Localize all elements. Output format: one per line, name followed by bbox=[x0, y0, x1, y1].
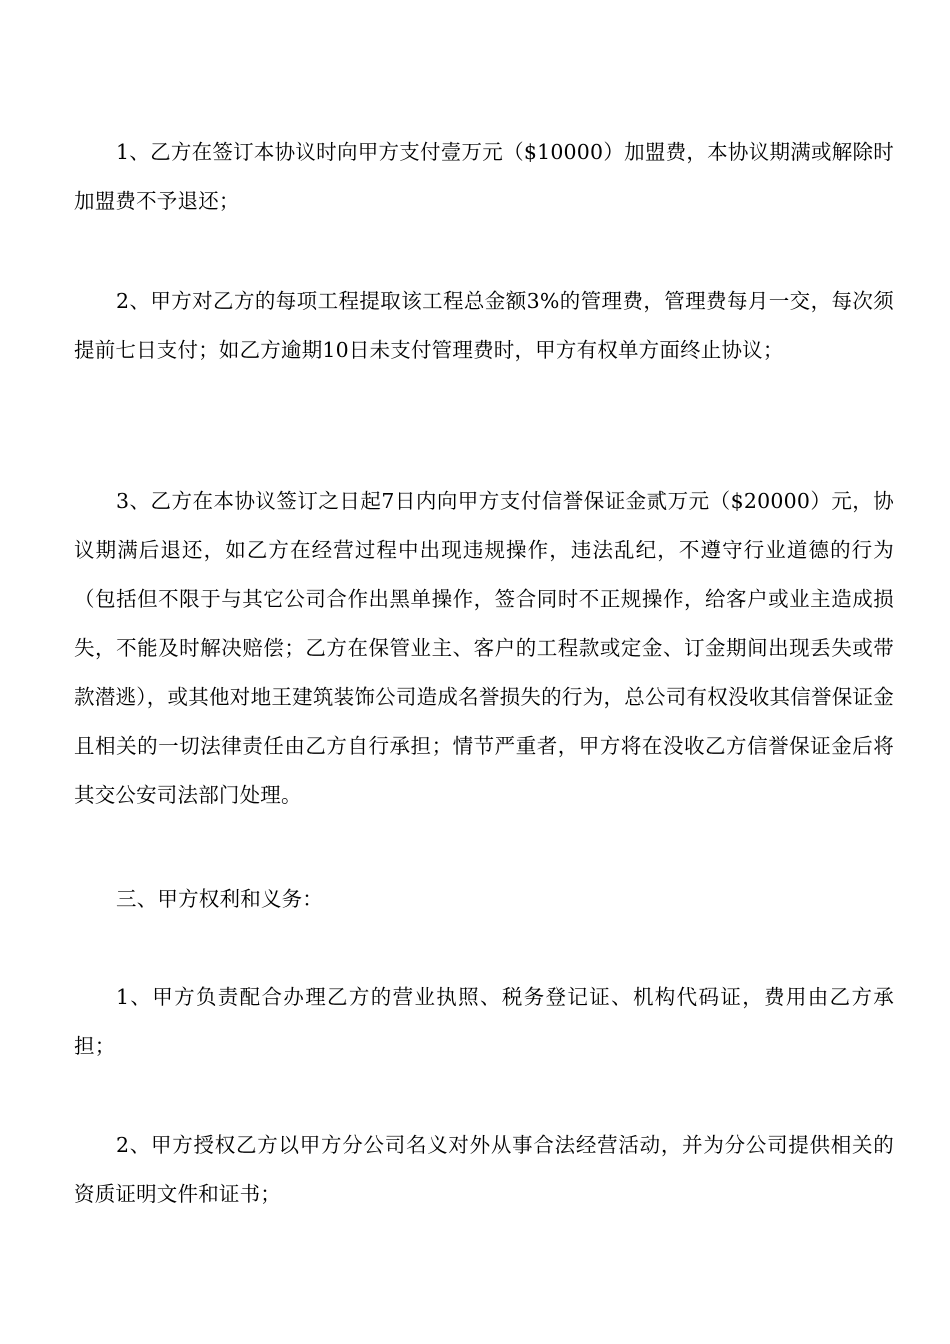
clause-paragraph-management-fee: 2、甲方对乙方的每项工程提取该工程总金额3%的管理费，管理费每月一交，每次须提前七日支付；如乙方逾期10日未支付管理费时，甲方有权单方面终止协议； bbox=[74, 289, 894, 362]
clause-paragraph-deposit: 3、乙方在本协议签订之日起7日内向甲方支付信誉保证金贰万元（$20000）元，协议期满后退还，如乙方在经营过程中出现违规操作，违法乱纪，不遵守行业道德的行为（包括但不限于与其它公司合作出黑单操作，签合同时不正规操作，给客户或业主造成损失，不能及时解决赔偿；乙方在保管业主、客户的工程款或定金、订金期间出现丢失或带款潜逃），或其他对地王建筑装饰公司造成名誉损失的行为，总公司有权没收其信誉保证金且相关的一切法律责任由乙方自行承担；情节严重者，甲方将在没收乙方信誉保证金后将其交公安司法部门处理。 bbox=[74, 489, 894, 807]
clause-paragraph-authorization: 2、甲方授权乙方以甲方分公司名义对外从事合法经营活动，并为分公司提供相关的资质证明文件和证书； bbox=[74, 1133, 894, 1206]
clause-paragraph-fee: 1、乙方在签订本协议时向甲方支付壹万元（$10000）加盟费，本协议期满或解除时加盟费不予退还； bbox=[74, 140, 894, 213]
section-heading: 三、甲方权利和义务： bbox=[116, 887, 323, 911]
clause-paragraph-licenses: 1、甲方负责配合办理乙方的营业执照、税务登记证、机构代码证，费用由乙方承担； bbox=[74, 985, 894, 1058]
